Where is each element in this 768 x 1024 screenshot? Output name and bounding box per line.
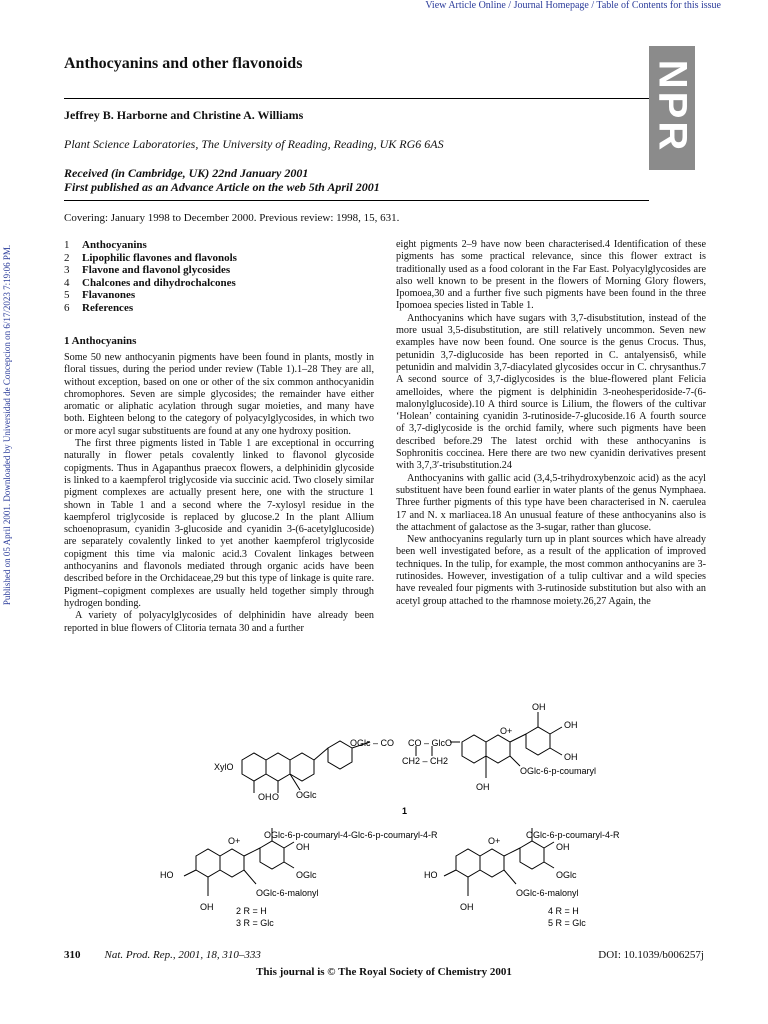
- header-rule: [64, 200, 649, 201]
- copyright: This journal is © The Royal Society of Chemistry 2001: [256, 966, 512, 978]
- top-journal-links[interactable]: [425, 0, 721, 11]
- label-oglc: OGlc: [556, 870, 577, 880]
- doi[interactable]: DOI: 10.1039/b006257j: [598, 949, 704, 961]
- paragraph: Anthocyanins which have sugars with 3,7-disubstitution, instead of the more usual 3,5-disubstitution, are still relatively uncommon. Seven new examples have now been found. One source is the genus Crocus. Thus, petunidin 3,7-diglucoside has been reported in C. antalyensis6, while petunidin and malvidin 3,7-diacylated glycosides occur in C. chrysanthus.7 A second source of 3,7-diglycosides is the blue-flowered plant Felicia amelloides, where the pigment is delphinidin 3-neohesperidoside-7-(6-malonylglucoside).10 A third source is Lilium, the flowers of the cultivar ‘Holean’ containing cyanidin 3-rutinoside-7-glucoside.16 A fourth source of 3,7-diglycoside is the orchid family, where such pigments have been described before.29 The latest orchid with these anthocyanins is Sophronitis coccinea. Here there are two new cyanidin derivatives present with 3,7,3′-trisubstitution.24: [396, 312, 706, 472]
- toc-item[interactable]: [64, 289, 237, 302]
- label-oh: OH: [564, 752, 578, 762]
- label-oh: OH: [532, 702, 546, 712]
- toc-number: 2: [64, 251, 70, 264]
- label-co-glco: CO – GlcO: [408, 738, 453, 748]
- paragraph: A variety of polyacylglycosides of delphinidin have already been reported in blue flowers of Clitoria ternata 30 and a further: [64, 610, 374, 634]
- toc-item[interactable]: [64, 252, 237, 265]
- paragraph: Anthocyanins with gallic acid (3,4,5-trihydroxybenzoic acid) as the acyl substituent have been found earlier in water plants of the genus Nymphaea. Three further pigments of this type have been characterised in N. caerulea 17 and N. x marliacea.18 An unusual feature of these anthocyanins also is the attachment of galactose as the 3-sugar, rather than glucose.: [396, 472, 706, 533]
- left-column: [64, 352, 374, 635]
- label-4: 4 R = H: [548, 906, 579, 916]
- page-number: 310: [64, 949, 81, 961]
- label-oh: OH: [476, 782, 490, 792]
- download-stamp: Published on 05 April 2001. Downloaded by Universidad de Concepcion on 6/17/2023 7:19:06 PM.: [2, 244, 12, 606]
- toc-number: 6: [64, 301, 70, 314]
- label-o-plus: O+: [228, 836, 241, 846]
- paragraph: The first three pigments listed in Table 1 are exceptional in occurring naturally in flower petals covalently linked to flavonol glycoside copigments. Thus in Agapanthus praecox flowers, a delphinidin glycoside is linked to a kaempferol triglycoside via succinic acid. Two closely similar pigment complexes are actually present here, one with the structure 1 shown in Table 1 and a second where the 7-xylosyl residue in the kaempferol triglycoside is replaced by glucose.2 In the plant Allium schoenoprasum, cyanidin 3-glucoside and cyanidin 3-(6-acetylglucoside) are separately covalently linked to yet another kaempferol triglycoside copigment this time via malonic acid.3 Covalent linkages between anthocyanins and flavonols mediated through organic acids have been described before in the Orchidaceae,29 but this type of linkage is quite rare. Pigment–copigment complexes are usually held together simply through hydrogen bonding.: [64, 438, 374, 609]
- label-o-plus: O+: [500, 726, 513, 736]
- section-heading: 1 Anthocyanins: [64, 335, 137, 347]
- title-rule: [64, 98, 649, 99]
- affiliation: Plant Science Laboratories, The University of Reading, Reading, UK RG6 6AS: [64, 137, 444, 151]
- compound-label-1: 1: [402, 806, 408, 816]
- label-oglc-coumaryl: OGlc-6-p-coumaryl: [520, 766, 597, 776]
- toc-number: 5: [64, 289, 70, 301]
- label-2: 2 R = H: [236, 906, 267, 916]
- label-oh: OH: [200, 902, 214, 912]
- label-chain-45: OGlc-6-p-coumaryl-4-R: [526, 830, 620, 840]
- label-ho: HO: [160, 870, 174, 880]
- label-ho: HO: [424, 870, 438, 880]
- label-5: 5 R = Glc: [548, 918, 586, 928]
- publication-dates: [64, 166, 380, 194]
- first-published-date: First published as an Advance Article on the web 5th April 2001: [64, 180, 380, 194]
- journal-citation: Nat. Prod. Rep., 2001, 18, 310–333: [104, 949, 261, 961]
- paragraph: Some 50 new anthocyanin pigments have been found in plants, mostly in floral tissues, during the period under review (Table 1).1–28 They are all, without exception, based on one or other of the six common anthocyanidin chromophores. Seven are simple glycosides; the remainder have either aromatic or aliphatic acylation through sugar moieties, and many have both. Eighteen belong to the category of polyacylglycosides, in which two or more acyl sugar substituents are found at any one hydroxy position.: [64, 352, 374, 437]
- label-oh: OH: [564, 720, 578, 730]
- toc-number: 4: [64, 276, 70, 289]
- toc-item[interactable]: [64, 277, 237, 290]
- footer-left: [64, 949, 261, 961]
- label-oglc: OGlc: [296, 790, 317, 800]
- paragraph: eight pigments 2–9 have now been characterised.4 Identification of these pigments has some practical relevance, since this flower extract is traditionally used as a food colorant in the Far East. Polyacylglycosides are also well known to be present in the flowers of Morning Glory flowers, Ipomoea,30 and a further five such pigments have been found in the three Ipomoea species listed in Table 1.: [396, 239, 706, 312]
- table-of-contents: [64, 239, 237, 314]
- toc-label: Flavone and flavonol glycosides: [82, 264, 231, 276]
- toc-number: 3: [64, 264, 70, 276]
- npr-badge-text: NPR: [650, 59, 695, 154]
- label-oh: OH: [258, 792, 272, 802]
- label-o: O: [272, 792, 280, 802]
- paragraph: New anthocyanins regularly turn up in plant sources which have already been well investigated before, as a result of the application of improved techniques. In the tulip, for example, the most common anthocyanins are 3-rutinosides. However, investigation of a tulip cultivar and a wild species have revealed four pigments with 3-rutinoside substitution but also with an acetyl group attached to the rhamnose moiety.26,27 Again, the: [396, 534, 706, 607]
- toc-item[interactable]: [64, 302, 237, 315]
- toc-label: Flavanones: [82, 289, 136, 301]
- toc-item[interactable]: [64, 264, 237, 277]
- article-title: Anthocyanins and other flavonoids: [64, 55, 303, 72]
- label-oglc: OGlc: [296, 870, 317, 880]
- label-xylo: XylO: [214, 762, 234, 772]
- structure-diagram: [160, 700, 630, 930]
- label-ch2: CH2 – CH2: [402, 756, 449, 766]
- label-oglc-malonyl: OGlc-6-malonyl: [516, 888, 579, 898]
- label-oglc-malonyl: OGlc-6-malonyl: [256, 888, 319, 898]
- toc-label: Anthocyanins: [82, 239, 147, 251]
- download-sidebar: [0, 215, 16, 645]
- right-column: [396, 239, 706, 608]
- authors: Jeffrey B. Harborne and Christine A. Williams: [64, 108, 304, 122]
- toc-number: 1: [64, 239, 70, 251]
- toc-label: Chalcones and dihydrochalcones: [82, 276, 236, 289]
- label-oh: OH: [296, 842, 310, 852]
- npr-badge: [649, 46, 695, 170]
- received-date: Received (in Cambridge, UK) 22nd January 2001: [64, 166, 309, 180]
- chemical-structures-figure: [160, 700, 630, 930]
- label-chain-23: OGlc-6-p-coumaryl-4-Glc-6-p-coumaryl-4-R: [264, 830, 438, 840]
- covering-note: Covering: January 1998 to December 2000. Previous review: 1998, 15, 631.: [64, 212, 400, 224]
- label-3: 3 R = Glc: [236, 918, 274, 928]
- label-oglc-link: OGlc – CO: [350, 738, 395, 748]
- journal-links[interactable]: View Article Online / Journal Homepage / Table of Contents for this issue: [425, 0, 721, 11]
- toc-label: References: [82, 301, 134, 314]
- label-oh: OH: [460, 902, 474, 912]
- label-o-plus: O+: [488, 836, 501, 846]
- label-oh: OH: [556, 842, 570, 852]
- toc-label: Lipophilic flavones and flavonols: [82, 251, 237, 264]
- toc-item[interactable]: [64, 239, 237, 252]
